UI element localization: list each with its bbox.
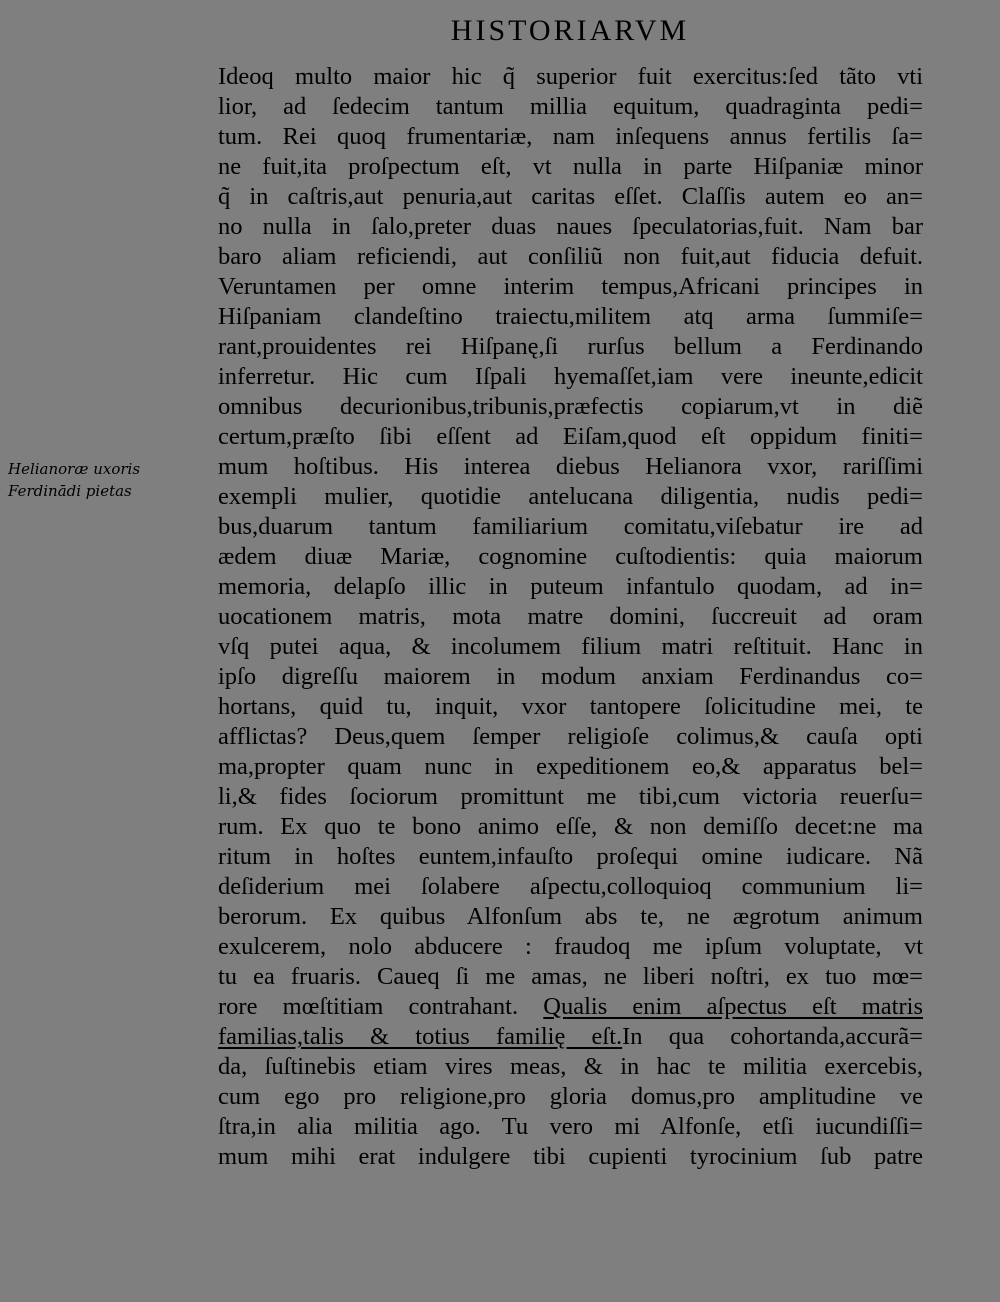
text-line: mum mihi erat indulgere tibi cupienti tyrocinium ſub patre (218, 1143, 923, 1170)
running-head: HISTORIARVM (450, 14, 690, 47)
text-line: ſtra,in alia militia ago. Tu vero mi Alfonſe, etſi iucundiſſi= (218, 1113, 923, 1140)
text-line: memoria, delapſo illic in puteum infantulo quodam, ad in= (218, 573, 923, 600)
text-line: bus,duarum tantum familiarium comitatu,viſebatur ire ad (218, 513, 923, 540)
text-line: exempli mulier, quotidie antelucana diligentia, nudis pedi= (218, 483, 923, 510)
text-line: q̃ in caſtris,aut penuria,aut caritas eſſet. Claſſis autem eo an= (218, 183, 923, 210)
text-line: berorum. Ex quibus Alfonſum abs te, ne ægrotum animum (218, 903, 923, 930)
text-line: Veruntamen per omne interim tempus,Africani principes in (218, 273, 923, 300)
text-line: certum,præſto ſibi eſſent ad Eiſam,quod eſt oppidum finiti= (218, 423, 923, 450)
text-line: omnibus decurionibus,tribunis,præfectis copiarum,vt in diẽ (218, 393, 923, 420)
text-line: uocationem matris, mota matre domini, ſuccreuit ad oram (218, 603, 923, 630)
text-line: ne fuit,ita proſpectum eſt, vt nulla in parte Hiſpaniæ minor (218, 153, 923, 180)
text-line: baro aliam reficiendi, aut conſiliũ non fuit,aut fiducia defuit. (218, 243, 923, 270)
marginal-note-line: Helianoræ uxoris (8, 460, 141, 478)
text-segment: rore mœſtitiam contrahant. (218, 993, 544, 1020)
text-line-underlined-b (218, 1022, 923, 1052)
text-line: ma,propter quam nunc in expeditionem eo,& apparatus bel= (218, 753, 923, 780)
text-line: Hiſpaniam clandeſtino traiectu,militem atq arma ſummiſe= (218, 303, 923, 330)
text-line: da, ſuſtinebis etiam vires meas, & in hac te militia exercebis, (218, 1053, 923, 1080)
text-line-underlined-a (218, 992, 923, 1022)
text-line: vſq putei aqua, & incolumem filium matri reſtituit. Hanc in (218, 633, 923, 660)
text-line: ipſo digreſſu maiorem in modum anxiam Ferdinandus co= (218, 663, 923, 690)
underlined-passage: Qualis enim aſpectus eſt matris (543, 993, 923, 1020)
text-line: mum hoſtibus. His interea diebus Helianora vxor, rariſſimi (218, 453, 923, 480)
text-line: ritum in hoſtes euntem,infauſto proſequi omine iudicare. Nã (218, 843, 923, 870)
text-line: Ideoq multo maior hic q̃ superior fuit exercitus:ſed tãto vti (218, 63, 923, 90)
text-line: inferretur. Hic cum Iſpali hyemaſſet,iam vere ineunte,edicit (218, 363, 923, 390)
text-line: lior, ad ſedecim tantum millia equitum, quadraginta pedi= (218, 93, 923, 120)
text-line: no nulla in ſalo,preter duas naues ſpeculatorias,fuit. Nam bar (218, 213, 923, 240)
text-line: deſiderium mei ſolabere aſpectu,colloquioq communium li= (218, 873, 923, 900)
marginal-note (8, 458, 208, 502)
text-line: ædem diuæ Mariæ, cognomine cuſtodientis: quia maiorum (218, 543, 923, 570)
text-line: tum. Rei quoq frumentariæ, nam inſequens annus fertilis ſa= (218, 123, 923, 150)
text-line: rant,prouidentes rei Hiſpanę,ſi rurſus bellum a Ferdinando (218, 333, 923, 360)
text-line: li,& fides ſociorum promittunt me tibi,cum victoria reuerſu= (218, 783, 923, 810)
text-line: hortans, quid tu, inquit, vxor tantopere ſolicitudine mei, te (218, 693, 923, 720)
text-line: rum. Ex quo te bono animo eſſe, & non demiſſo decet:ne ma (218, 813, 923, 840)
marginal-note-line: Ferdinādi pietas (8, 482, 132, 500)
text-line: cum ego pro religione,pro gloria domus,pro amplitudine ve (218, 1083, 923, 1110)
text-line: afflictas? Deus,quem ſemper religioſe colimus,& cauſa opti (218, 723, 923, 750)
body-text (218, 62, 923, 1172)
underlined-passage: familias,talis & totius familię eſt. (218, 1023, 623, 1050)
text-segment: In qua cohortanda,accurã= (622, 1023, 923, 1050)
text-line: exulcerem, nolo abducere : fraudoq me ipſum voluptate, vt (218, 933, 923, 960)
text-line: tu ea fruaris. Caueq ſi me amas, ne liberi noſtri, ex tuo mœ= (218, 963, 923, 990)
